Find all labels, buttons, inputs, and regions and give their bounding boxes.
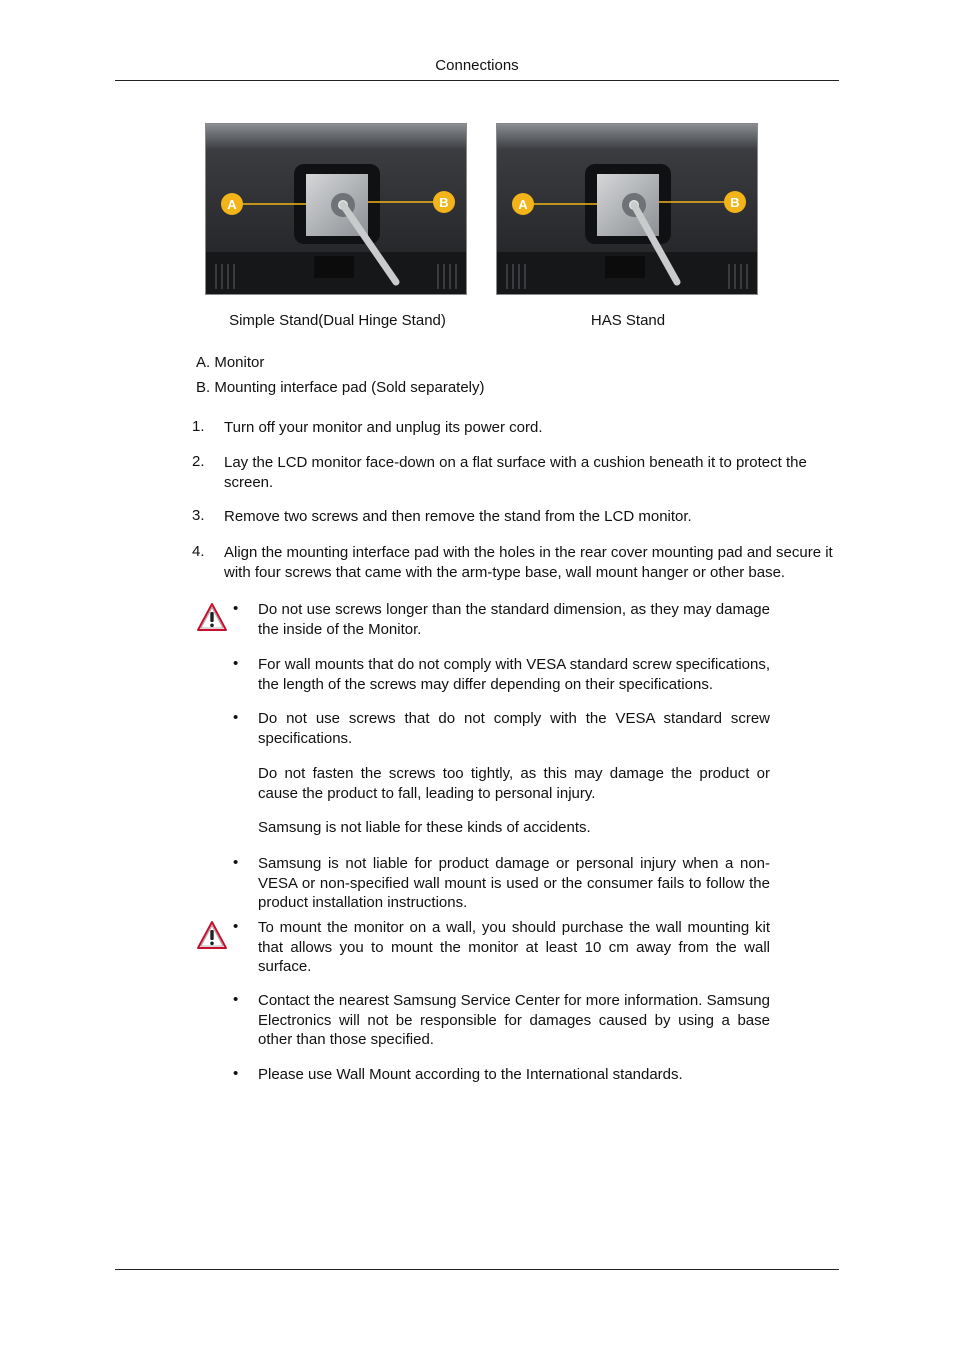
callout-b-label: B [439, 195, 449, 210]
step-text: Turn off your monitor and unplug its power cord. [224, 419, 543, 436]
warning-triangle-icon [196, 920, 228, 950]
bullet-marker: • [233, 709, 239, 726]
step-text: Lay the LCD monitor face-down on a flat surface with a cushion beneath it to protect the screen. [224, 454, 807, 491]
footer-rule [115, 1269, 839, 1270]
caution-paragraph: Samsung is not liable for these kinds of accidents. [258, 819, 591, 836]
caution-item: Samsung is not liable for product damage or personal injury when a non-VESA or non-specified wall mount is used or the consumer fails to follow the product installation instructions. [258, 855, 770, 911]
caution-item: To mount the monitor on a wall, you should purchase the wall mounting kit that allows you to mount the monitor at least 10 cm away from the wall surface. [258, 919, 770, 975]
caution-item: Please use Wall Mount according to the International standards. [258, 1066, 683, 1083]
caution-item: Contact the nearest Samsung Service Center for more information. Samsung Electronics will not be responsible for damages caused by using a base other than those specified. [258, 992, 770, 1048]
step-number: 3. [192, 507, 205, 524]
bullet-marker: • [233, 918, 239, 935]
bullet-marker: • [233, 600, 239, 617]
caution-item: Do not use screws that do not comply with the VESA standard screw specifications. [258, 710, 770, 747]
figure-simple-stand-photo [205, 123, 467, 295]
bullet-marker: • [233, 1065, 239, 1082]
step-number: 1. [192, 418, 205, 435]
header-rule [115, 80, 839, 81]
caution-item: Do not use screws longer than the standard dimension, as they may damage the inside of the Monitor. [258, 601, 770, 638]
step-text: Align the mounting interface pad with the holes in the rear cover mounting pad and secure it with four screws that came with the arm-type base, wall mount hanger or other base. [224, 544, 833, 581]
caution-paragraph: Do not fasten the screws too tightly, as this may damage the product or cause the product to fall, leading to personal injury. [258, 765, 770, 802]
bullet-marker: • [233, 854, 239, 871]
step-number: 2. [192, 453, 205, 470]
step-text: Remove two screws and then remove the stand from the LCD monitor. [224, 508, 692, 525]
caution-item: For wall mounts that do not comply with VESA standard screw specifications, the length of the screws may differ depending on their specifications. [258, 656, 770, 693]
figure-caption-simple-stand: Simple Stand(Dual Hinge Stand) [229, 312, 446, 329]
figure-caption-has-stand: HAS Stand [590, 312, 666, 329]
bullet-marker: • [233, 991, 239, 1008]
page-header-title: Connections [435, 57, 519, 74]
bullet-marker: • [233, 655, 239, 672]
legend-item-a: A. Monitor [196, 354, 265, 371]
step-number: 4. [192, 543, 205, 560]
warning-triangle-icon [196, 602, 228, 632]
figure-has-stand-photo [496, 123, 758, 295]
callout-a-label: A [227, 197, 237, 212]
legend-item-b: B. Mounting interface pad (Sold separately) [196, 379, 485, 396]
callout-a-label: A [518, 197, 528, 212]
callout-b-label: B [730, 195, 740, 210]
